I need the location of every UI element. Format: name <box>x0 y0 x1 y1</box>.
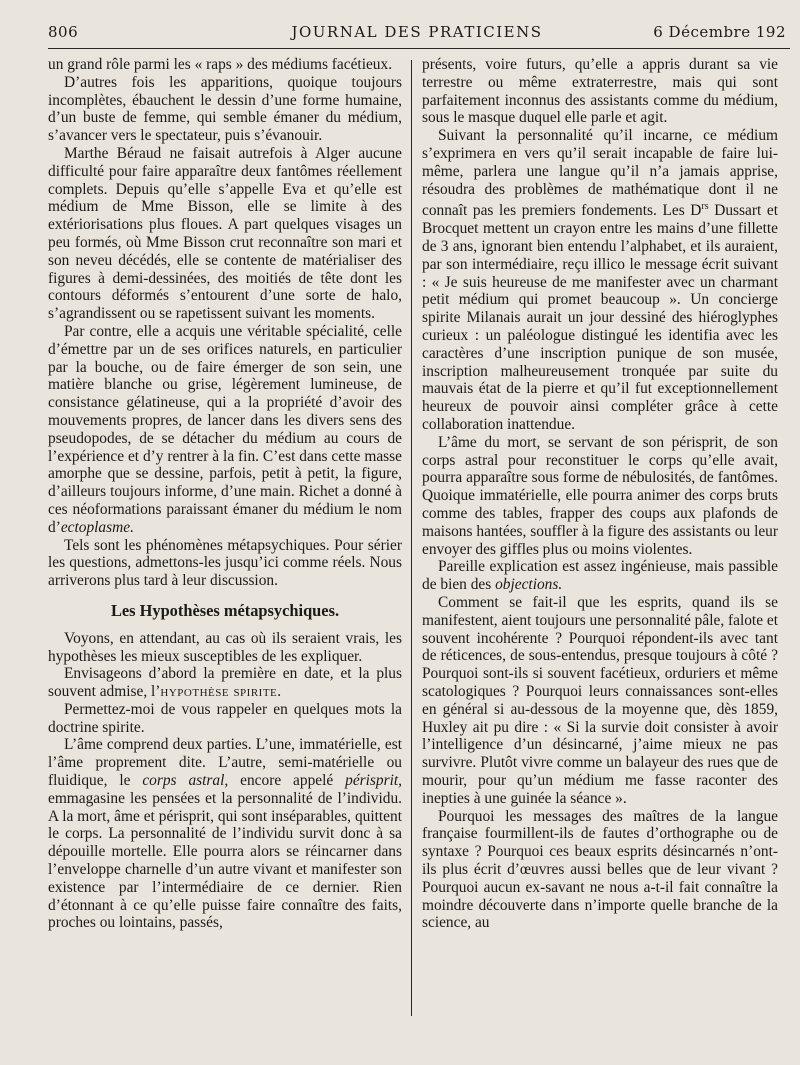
paragraph <box>48 323 402 537</box>
emphasis-term: objections. <box>495 576 563 594</box>
text-run: Envisageons d’abord la première en date, et la plus souvent admise, l’ <box>48 665 402 701</box>
right-column <box>422 56 778 1056</box>
text-run: emmagasine les pensées et la personnalité de l’individu. A la mort, âme et périsprit, qui sont inséparables, quittent le corps. La personnalité de l’individu survit donc à sa dépouille mortelle. Elle pourra alors se réincarner dans l’enveloppe charnelle d’un autre vivant et manifester son existence par l’intermédiaire de ce dernier. Rien d’étonnant à ce qu’elle puisse faire connaître des faits, proches ou lointains, passés, <box>48 789 402 932</box>
emphasis-term: corps astral, <box>142 772 229 790</box>
text-run: Pareille explication est assez ingénieuse, mais passible de bien des <box>422 558 778 594</box>
section-heading: Les Hypothèses métapsychiques. <box>110 600 340 620</box>
paragraph: Permettez-moi de vous rappeler en quelques mots la doctrine spirite. <box>48 700 402 736</box>
journal-title: JOURNAL DES PRATICIENS <box>291 23 543 41</box>
paragraph: présents, voire futurs, qu’elle a appris durant sa vie terrestre ou même extraterrestre, mais qui sont parfaitement inconnus des assistants comme du médium, sous le masque duquel elle parle et agit. <box>422 56 778 127</box>
header-rule <box>48 48 790 49</box>
text-run: Suivant la personnalité qu’il incarne, ce médium s’exprimera en vers qu’il serait incapable de faire lui-même, parlera une langue qu’il n’a jamais apprise, résoudra des problèmes de mathématique dont il ne connaît pas les premiers fondements. Les D <box>422 127 778 220</box>
page-number: 806 <box>48 23 79 41</box>
paragraph: Comment se fait-il que les esprits, quand ils se manifestent, aient toujours une personnalité pâle, falote et souvent incohérente ? Pourquoi répondent-ils avec tant de réticences, de sous-entendus, presque toujours à côté ? Pourquoi sont-ils si souvent facétieux, orduriers et même scatologiques ? Pourquoi leurs connaissances sont-elles en général si au-dessous de la moyenne que, dès 1859, Huxley ait pu dire : « Si la survie doit consister à avoir l’intelligence d’un désincarné, j’aime mieux ne pas survivre. Plutôt vivre comme un balayeur des rues que de mourir, pour qu’un médium me fasse raconter des inepties à une guinée la séance ». <box>422 594 778 807</box>
text-run: L’âme comprend deux parties. L’une, immatérielle, est l’âme proprement dite. L’autre, semi-matérielle ou fluidique, le <box>48 736 402 790</box>
paragraph: L’âme du mort, se servant de son périsprit, de son corps astral pour reconstituer le corps qu’elle avait, pourra apparaître sous forme de nébulosités, de fantômes. Quoique immatérielle, elle pourra animer des corps bruts comme des tables, frapper des coups aux plafonds de maisons hantées, souffler à la figure des assistants ou leur envoyer des giffles plus ou moins violentes. <box>422 433 778 558</box>
superscript: rs <box>701 201 709 213</box>
paragraph <box>422 127 778 434</box>
left-column <box>48 56 402 1056</box>
paragraph: Voyons, en attendant, au cas où ils seraient vrais, les hypothèses les mieux susceptibles de les expliquer. <box>48 629 402 665</box>
paragraph: D’autres fois les apparitions, quoique toujours incomplètes, ébauchent le dessin d’une forme humaine, d’un buste de femme, qui semble émaner du médium, s’avancer vers le spectateur, puis s’évanouir. <box>48 73 402 145</box>
text-run: encore appelé <box>228 772 346 790</box>
paragraph: Pourquoi les messages des maîtres de la langue française fourmillent-ils de fautes d’orthographe ou de syntaxe ? Pourquoi ces beaux esprits désincarnés n’ont-ils plus écrit d’œuvres aussi belles que de leur vivant ? Pourquoi aucun ex-savant ne nous a-t-il fait connaître la moindre découverte dans n’importe quelle branche de la science, au <box>422 807 778 932</box>
emphasis-term: ectoplasme. <box>60 518 134 536</box>
running-header <box>48 20 786 44</box>
paragraph <box>422 558 778 594</box>
paragraph: un grand rôle parmi les « raps » des médiums facétieux. <box>48 56 393 73</box>
issue-date: 6 Décembre 192 <box>653 23 786 41</box>
paragraph: Marthe Béraud ne faisait autrefois à Alger aucune difficulté pour faire apparaître deux fantômes réellement complets. Depuis qu’elle s’appelle Eva et qu’elle est médium de Mme Bisson, elle se limite à des extériorisations plus floues. A part quelques visages un peu formés, où Mme Bisson crut reconnaître son mari et son neveu décédés, elle se contente de matérialiser des figures à demi-dessinées, des moitiés de tête dont les contours déformés s’entourent d’une sorte de halo, s’agrandissent ou se rapetissent suivant les moments. <box>48 144 402 323</box>
column-divider <box>411 60 412 1016</box>
text-run: Dussart et Brocquet mettent un crayon entre les mains d’une fillette de 3 ans, ignorant bien entendu l’alphabet, et ils auraient, par son intermédiaire, reçu illico le message écrit suivant : « Je suis heureuse de me manifester avec un charmant petit médium qui promet beaucoup ». Un concierge spirite Milanais aurait un jour dessiné des hiéroglyphes curieux : un paléologue distingué les identifia avec les caractères d’une inscription punique de son musée, inscription malheureusement tronquée par suite du mauvais état de la pierre et qu’il fut exceptionnellement heureux de pouvoir ainsi compléter grâce à cette collaboration inattendue. <box>422 202 778 434</box>
paragraph <box>48 736 402 932</box>
paragraph: Tels sont les phénomènes métapsychiques. Pour sérier les questions, admettons-les jusqu’ici comme réels. Nous arriverons plus tard à leur discussion. <box>48 536 402 590</box>
small-caps-term: hypothèse spirite. <box>160 683 282 701</box>
emphasis-term: périsprit, <box>345 772 402 790</box>
text-run: Par contre, elle a acquis une véritable spécialité, celle d’émettre par un de ses orifices naturels, en particulier par la bouche, ou de faire émerger de son sein, une matière blanche ou grise, légèrement lumineuse, de consistance gélatineuse, qui a la propriété d’avoir des mouvements propres, de lancer dans les divers sens des pseudopodes, de se détacher du médium au cours de l’expérience et d’y rentrer à la fin. C’est dans cette masse amorphe que se dessine, parfois, petit à petit, la figure, d’ailleurs toujours informe, d’une main. Richet a donné à ces néoformations paraissant émaner du médium le nom d’ <box>48 322 402 536</box>
paragraph <box>48 665 402 701</box>
